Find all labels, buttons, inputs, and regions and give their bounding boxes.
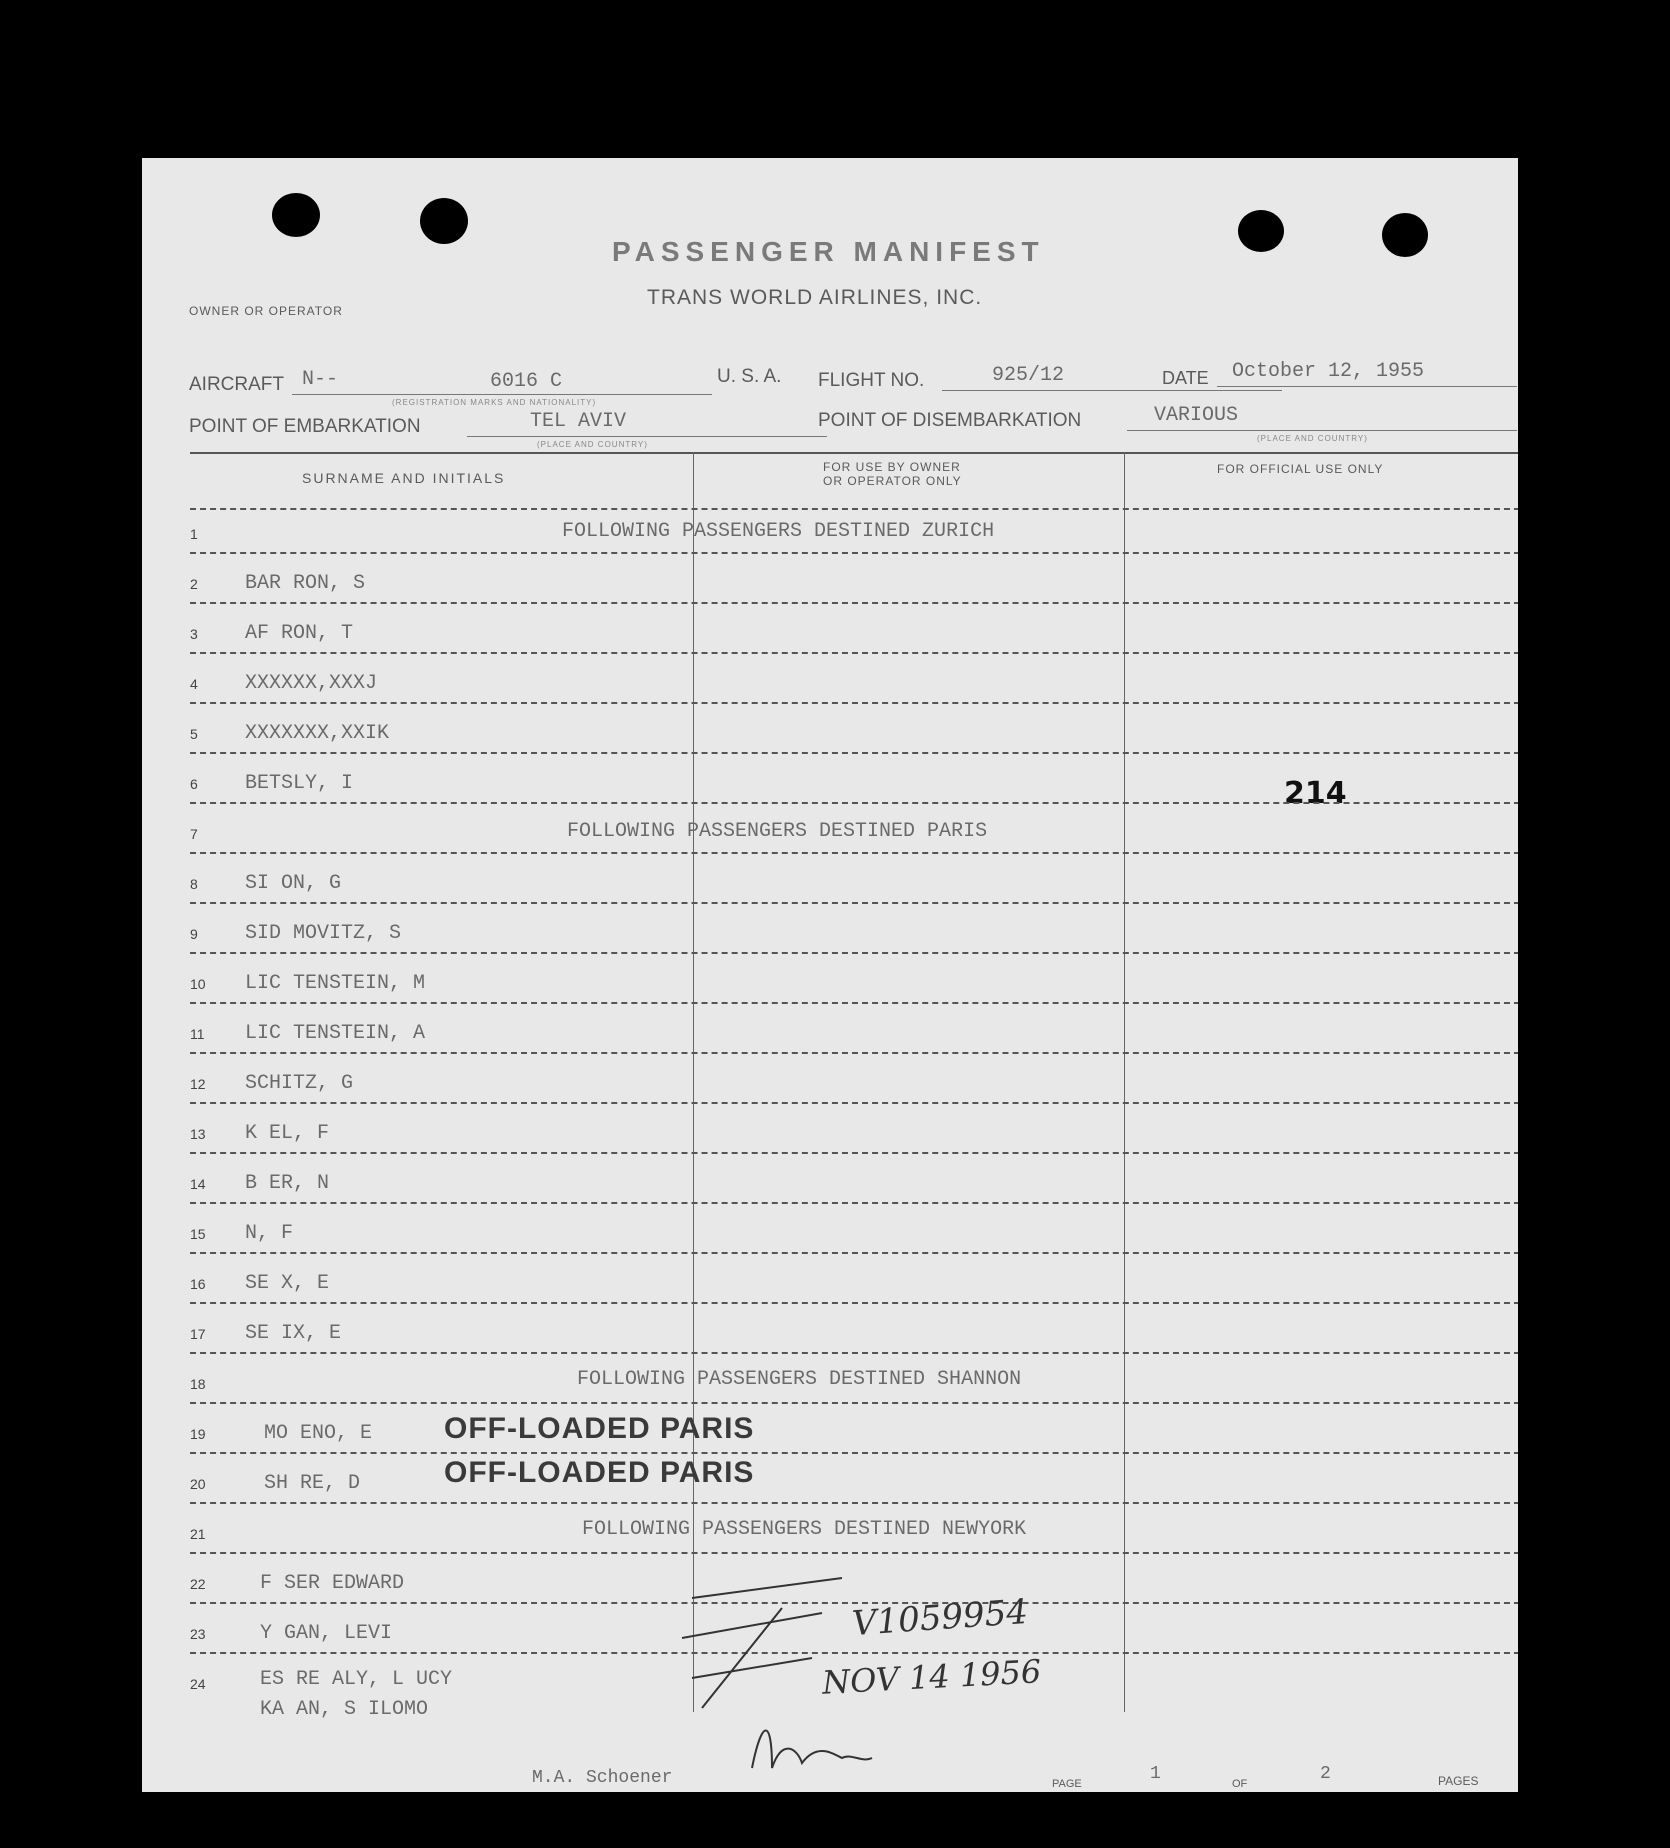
row-separator bbox=[190, 752, 1518, 754]
row-number: 11 bbox=[190, 1026, 205, 1042]
extra-passenger-name: KA AN, S ILOMO bbox=[260, 1698, 429, 1721]
row-separator bbox=[190, 702, 1518, 704]
punch-hole-2 bbox=[420, 198, 468, 244]
passenger-name: SE X, E bbox=[245, 1272, 330, 1295]
header-top-line bbox=[190, 452, 1518, 454]
row-number: 18 bbox=[190, 1376, 206, 1392]
offloaded-stamp: OFF-LOADED PARIS bbox=[444, 1456, 755, 1489]
passenger-name: SE IX, E bbox=[245, 1322, 342, 1345]
row-separator bbox=[190, 602, 1518, 604]
passenger-name: SID MOVITZ, S bbox=[245, 922, 402, 945]
manifest-sheet bbox=[142, 158, 1518, 1792]
row-number: 19 bbox=[190, 1426, 206, 1442]
passenger-name: B ER, N bbox=[245, 1172, 330, 1195]
flight-label: FLIGHT NO. bbox=[818, 370, 925, 391]
passenger-name: XXXXXX,XXXJ bbox=[245, 672, 378, 695]
passenger-name: AF RON, T bbox=[245, 622, 354, 645]
column-header-official: FOR OFFICIAL USE ONLY bbox=[1217, 462, 1384, 476]
disembark-value: VARIOUS bbox=[1154, 404, 1239, 427]
row-number: 24 bbox=[190, 1676, 206, 1692]
row-number: 10 bbox=[190, 976, 206, 992]
operator-name: TRANS WORLD AIRLINES, INC. bbox=[647, 286, 983, 309]
row-number: 13 bbox=[190, 1126, 206, 1142]
row-number: 2 bbox=[190, 576, 198, 592]
column-header-owner-2: OR OPERATOR ONLY bbox=[823, 474, 962, 488]
row-number: 17 bbox=[190, 1326, 206, 1342]
passenger-name: LIC TENSTEIN, M bbox=[245, 972, 426, 995]
row-separator bbox=[190, 1402, 1518, 1404]
row-number: 6 bbox=[190, 776, 198, 792]
row-number: 5 bbox=[190, 726, 198, 742]
row-number: 22 bbox=[190, 1576, 206, 1592]
column-divider-2 bbox=[1124, 452, 1125, 1712]
column-header-name: SURNAME AND INITIALS bbox=[302, 470, 506, 486]
embark-value: TEL AVIV bbox=[530, 410, 627, 433]
handwritten-number: V1059954 bbox=[850, 1591, 1030, 1645]
punch-hole-3 bbox=[1238, 210, 1284, 252]
passenger-name: Y GAN, LEVI bbox=[260, 1622, 393, 1645]
punch-hole-1 bbox=[272, 193, 320, 237]
pen-scribble bbox=[662, 1568, 862, 1718]
row-number: 15 bbox=[190, 1226, 206, 1242]
row-separator bbox=[190, 1152, 1518, 1154]
row-separator bbox=[190, 1052, 1518, 1054]
form-title: PASSENGER MANIFEST bbox=[612, 236, 1045, 267]
aircraft-prefix: N-- bbox=[302, 368, 339, 391]
punch-hole-4 bbox=[1382, 213, 1428, 257]
passenger-name: N, F bbox=[245, 1222, 294, 1245]
passenger-name: MO ENO, E bbox=[264, 1422, 373, 1445]
row-separator bbox=[190, 652, 1518, 654]
aircraft-number: 6016 C bbox=[490, 370, 563, 393]
embark-line bbox=[467, 436, 827, 437]
row-separator bbox=[190, 952, 1518, 954]
row-separator bbox=[190, 1552, 1518, 1554]
official-number: 214 bbox=[1284, 776, 1347, 811]
pages-label: PAGES bbox=[1438, 1774, 1479, 1788]
row-number: 14 bbox=[190, 1176, 206, 1192]
aircraft-caption: (REGISTRATION MARKS AND NATIONALITY) bbox=[392, 398, 597, 407]
row-number: 12 bbox=[190, 1076, 206, 1092]
page-total: 2 bbox=[1320, 1764, 1331, 1784]
row-separator bbox=[190, 1352, 1518, 1354]
passenger-name: SI ON, G bbox=[245, 872, 342, 895]
date-line bbox=[1217, 386, 1517, 387]
row-separator bbox=[190, 1202, 1518, 1204]
row-separator bbox=[190, 902, 1518, 904]
offloaded-stamp: OFF-LOADED PARIS bbox=[444, 1412, 755, 1445]
row-number: 23 bbox=[190, 1626, 206, 1642]
flight-line bbox=[942, 390, 1282, 391]
operator-caption: OWNER OR OPERATOR bbox=[189, 304, 343, 318]
row-number: 1 bbox=[190, 526, 198, 542]
row-separator bbox=[190, 1102, 1518, 1104]
date-value: October 12, 1955 bbox=[1232, 360, 1425, 383]
aircraft-line bbox=[292, 394, 712, 395]
passenger-name: SH RE, D bbox=[264, 1472, 361, 1495]
signer-name: M.A. Schoener bbox=[532, 1768, 673, 1788]
row-separator bbox=[190, 802, 1518, 804]
section-note: FOLLOWING PASSENGERS DESTINED NEWYORK bbox=[582, 1518, 1027, 1541]
passenger-name: BAR RON, S bbox=[245, 572, 366, 595]
passenger-name: XXXXXXX,XXIK bbox=[245, 722, 390, 745]
date-label: DATE bbox=[1162, 368, 1209, 388]
row-separator bbox=[190, 508, 1518, 510]
passenger-name: BETSLY, I bbox=[245, 772, 354, 795]
section-note: FOLLOWING PASSENGERS DESTINED ZURICH bbox=[562, 520, 995, 543]
row-number: 9 bbox=[190, 926, 198, 942]
row-number: 8 bbox=[190, 876, 198, 892]
passenger-name: LIC TENSTEIN, A bbox=[245, 1022, 426, 1045]
row-separator bbox=[190, 552, 1518, 554]
row-separator bbox=[190, 852, 1518, 854]
handwritten-date: NOV 14 1956 bbox=[821, 1652, 1043, 1702]
page-label: PAGE bbox=[1052, 1778, 1082, 1790]
section-note: FOLLOWING PASSENGERS DESTINED PARIS bbox=[567, 820, 988, 843]
row-separator bbox=[190, 1502, 1518, 1504]
passenger-name: SCHITZ, G bbox=[245, 1072, 354, 1095]
passenger-name: ES RE ALY, L UCY bbox=[260, 1668, 453, 1691]
flight-number: 925/12 bbox=[992, 364, 1065, 387]
disembark-caption: (PLACE AND COUNTRY) bbox=[1257, 434, 1368, 443]
row-number: 21 bbox=[190, 1526, 206, 1542]
row-separator bbox=[190, 1452, 1518, 1454]
row-number: 16 bbox=[190, 1276, 206, 1292]
row-separator bbox=[190, 1302, 1518, 1304]
aircraft-label: AIRCRAFT bbox=[189, 374, 284, 395]
page-number: 1 bbox=[1150, 1764, 1161, 1784]
passenger-name: F SER EDWARD bbox=[260, 1572, 405, 1595]
of-label: OF bbox=[1232, 1778, 1248, 1790]
section-note: FOLLOWING PASSENGERS DESTINED SHANNON bbox=[577, 1368, 1022, 1391]
signature-scribble bbox=[742, 1708, 882, 1788]
country-label: U. S. A. bbox=[717, 366, 782, 387]
row-separator bbox=[190, 1252, 1518, 1254]
embark-caption: (PLACE AND COUNTRY) bbox=[537, 440, 648, 449]
disembark-label: POINT OF DISEMBARKATION bbox=[818, 410, 1082, 431]
embark-label: POINT OF EMBARKATION bbox=[189, 416, 421, 437]
row-number: 7 bbox=[190, 826, 198, 842]
row-number: 20 bbox=[190, 1476, 206, 1492]
row-separator bbox=[190, 1002, 1518, 1004]
row-number: 3 bbox=[190, 626, 198, 642]
row-number: 4 bbox=[190, 676, 198, 692]
passenger-name: K EL, F bbox=[245, 1122, 330, 1145]
column-header-owner-1: FOR USE BY OWNER bbox=[823, 460, 961, 474]
disembark-line bbox=[1127, 430, 1517, 431]
